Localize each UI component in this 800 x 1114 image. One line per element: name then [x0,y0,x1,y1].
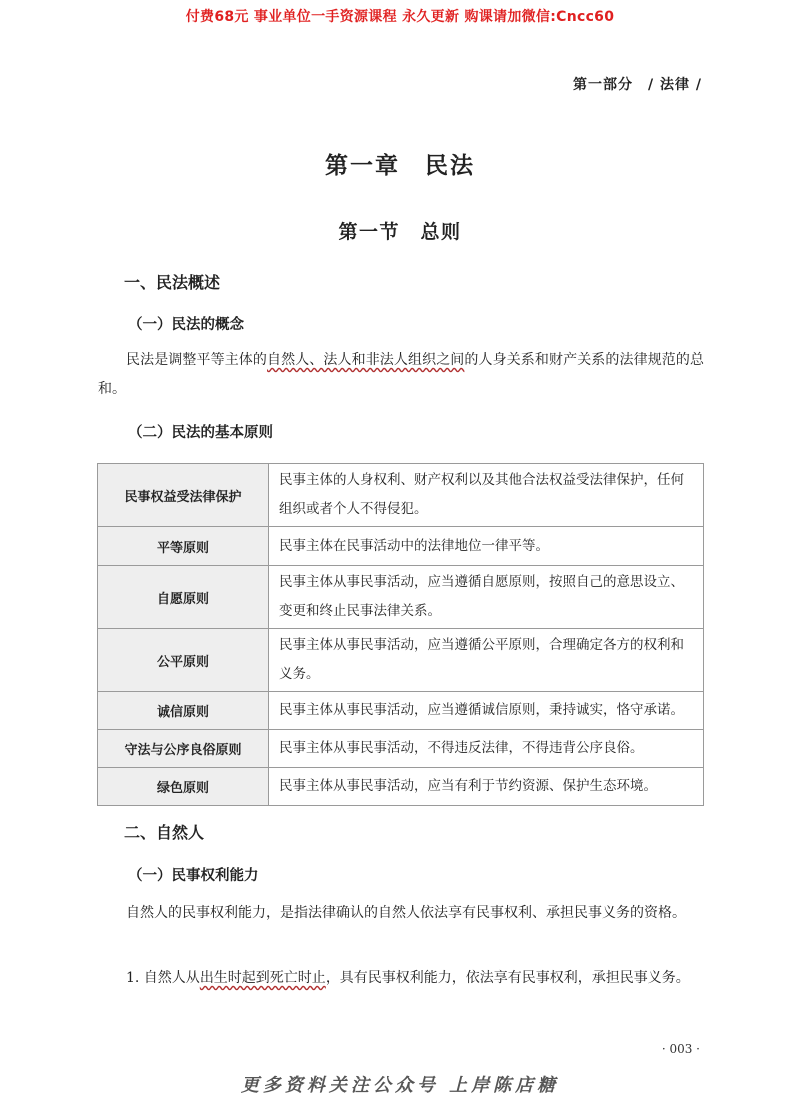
page-number: · 003 · [661,1042,700,1056]
principle-name: 公平原则 [98,629,269,692]
paragraph-civil-law-concept [98,346,704,404]
principle-desc: 民事主体从事民事活动，应当遵循公平原则，合理确定各方的权利和义务。 [269,629,704,692]
concept-text-after: 的人身关系和财产关系的法律规范的总和。 [98,352,705,397]
paragraph-civil-capacity: 自然人的民事权利能力，是指法律确认的自然人依法享有民事权利、承担民事义务的资格。 [126,905,686,921]
principle-name: 绿色原则 [98,768,269,806]
table-row [98,768,704,806]
table-row [98,527,704,566]
heading-natural-person: 二、自然人 [124,823,205,842]
table-row [98,730,704,768]
principle-desc: 民事主体从事民事活动，应当遵循自愿原则，按照自己的意思设立、变更和终止民事法律关系。 [269,566,704,629]
table-row [98,566,704,629]
part-header: 第一部分 / 法律 / [573,77,702,93]
heading-basic-principles: （二）民法的基本原则 [128,425,273,441]
table-row [98,629,704,692]
heading-civil-capacity: （一）民事权利能力 [128,868,259,884]
principle-name: 守法与公序良俗原则 [98,730,269,768]
principle-desc: 民事主体从事民事活动，应当遵循诚信原则，秉持诚实，恪守承诺。 [269,692,704,730]
concept-text-emphasis: 自然人、法人和非法人组织之间 [267,352,465,368]
heading-civil-law-concept: （一）民法的概念 [128,317,244,333]
item-text-emphasis: 出生时起到死亡时止 [199,970,326,986]
chapter-title: 第一章 民法 [325,153,475,179]
section-title: 第一节 总则 [338,221,462,243]
principle-desc: 民事主体的人身权利、财产权利以及其他合法权益受法律保护，任何组织或者个人不得侵犯。 [269,464,704,527]
promo-banner: 付费68元 事业单位一手资源课程 永久更新 购课请加微信:Cncc60 [185,9,615,25]
principle-desc: 民事主体从事民事活动，应当有利于节约资源、保护生态环境。 [269,768,704,806]
table-row [98,464,704,527]
principle-name: 自愿原则 [98,566,269,629]
list-item [98,964,704,993]
item-text-after: ，具有民事权利能力，依法享有民事权利，承担民事义务。 [325,970,690,986]
principle-name: 平等原则 [98,527,269,566]
concept-text-before: 民法是调整平等主体的 [126,352,267,368]
item-text-before: 1. 自然人从 [126,970,200,986]
principle-name: 诚信原则 [98,692,269,730]
principles-table [97,463,704,806]
heading-civil-law-overview: 一、民法概述 [124,273,221,292]
footer-watermark: 更多资料关注公众号 上岸陈店糖 [240,1075,560,1096]
table-row [98,692,704,730]
principle-desc: 民事主体从事民事活动，不得违反法律，不得违背公序良俗。 [269,730,704,768]
principle-desc: 民事主体在民事活动中的法律地位一律平等。 [269,527,704,566]
principle-name: 民事权益受法律保护 [98,464,269,527]
